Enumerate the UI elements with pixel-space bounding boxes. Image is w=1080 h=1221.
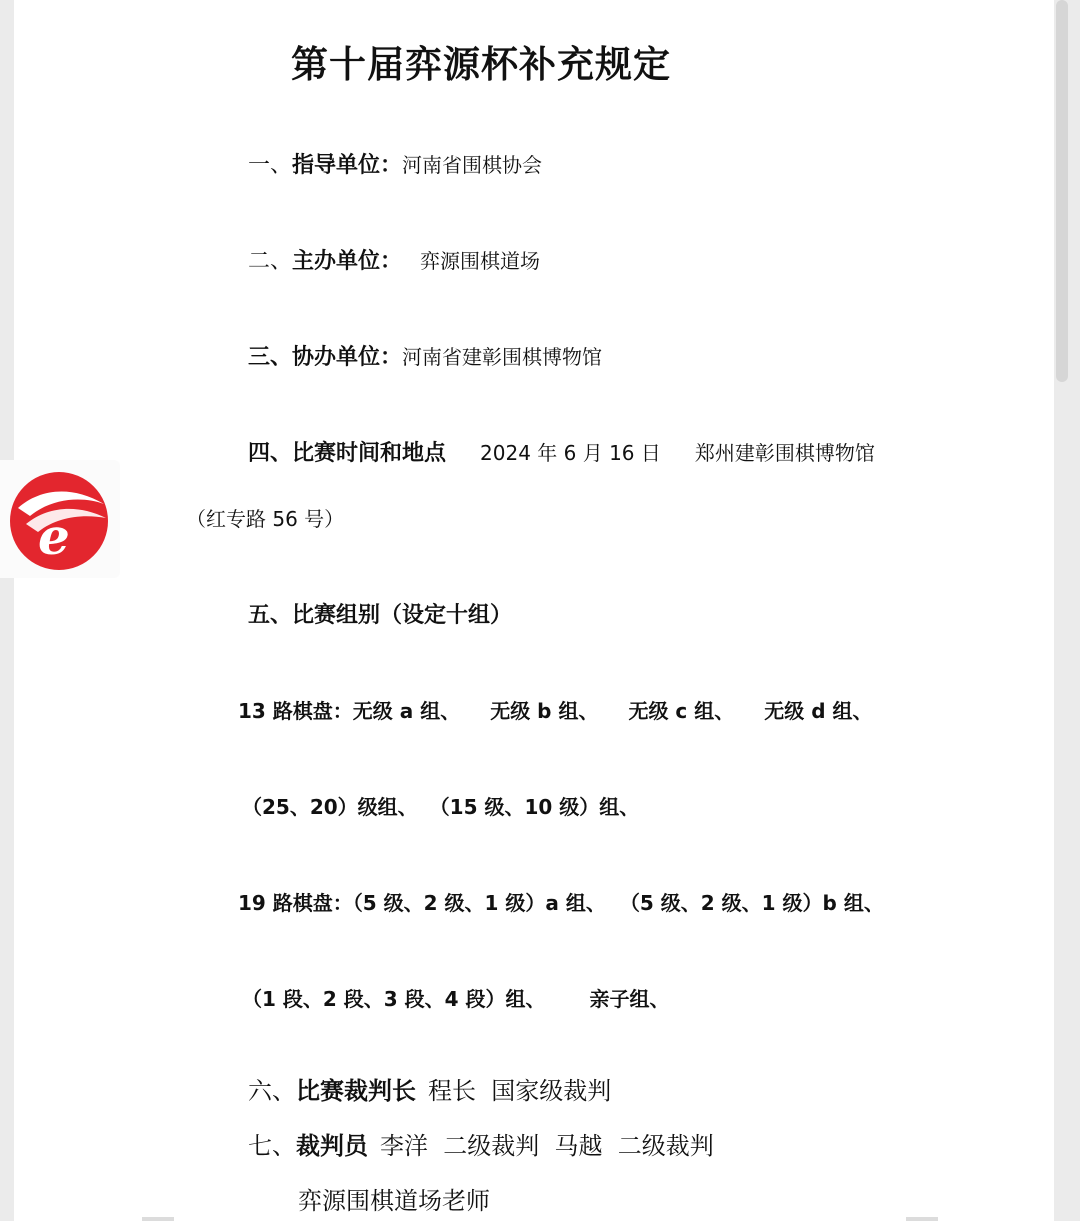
section-number: 二、: [248, 249, 293, 274]
section-number: 六、: [248, 1077, 296, 1105]
group-item: （25、20）级组、: [242, 795, 418, 819]
group-item: （5 级、2 级、1 级）b 组、: [619, 891, 884, 915]
section-guidance-unit: [248, 148, 542, 179]
referee-extra-line: 弈源围棋道场老师: [298, 1187, 490, 1215]
event-date: 2024 年 6 月 16 日: [480, 441, 661, 465]
e-logo-icon[interactable]: [8, 470, 110, 572]
section-label: 指导单位：: [292, 153, 403, 178]
section-referees: [248, 1126, 714, 1161]
section-label: 三、协办单位：: [248, 345, 403, 370]
badge-letter: e: [38, 507, 70, 566]
document-title: 第十届弈源杯补充规定: [291, 43, 671, 86]
page-corner-right: [906, 1217, 938, 1221]
group-item: 无级 c 组、: [628, 699, 735, 723]
board-13-label: 13 路棋盘：: [238, 699, 353, 723]
group-item: 无级 b 组、: [490, 699, 599, 723]
vertical-scrollbar[interactable]: [1056, 0, 1068, 382]
section-value: 河南省围棋协会: [402, 153, 543, 177]
section-value: 程长 国家级裁判: [428, 1077, 612, 1105]
section-groups-heading: 五、比赛组别（设定十组）: [248, 603, 513, 628]
section-co-organizer: [248, 340, 602, 371]
section-value: 李洋 二级裁判 马越 二级裁判: [380, 1132, 714, 1160]
section-organizer: [248, 244, 540, 275]
section-value: 河南省建彰围棋博物馆: [402, 345, 603, 369]
section-time-venue: [248, 436, 875, 467]
page-corner-left: [142, 1217, 174, 1221]
board-13-row1: [238, 695, 873, 724]
board-19-label: 19 路棋盘：: [238, 891, 353, 915]
group-item: 亲子组、: [589, 987, 670, 1011]
section-value: 弈源围棋道场: [420, 249, 541, 273]
group-item: 无级 a 组、: [352, 699, 461, 723]
group-item: （5 级、2 级、1 级）a 组、: [352, 891, 606, 915]
board-19-row2: [242, 983, 670, 1012]
event-venue: 郑州建彰围棋博物馆: [694, 441, 875, 465]
document-page: [14, 0, 1054, 1221]
section-number: 一、: [248, 153, 293, 178]
section-label: 四、比赛时间和地点: [248, 441, 447, 466]
section-number: 七、: [248, 1132, 296, 1160]
section-label: 裁判员: [296, 1132, 368, 1160]
section-chief-referee: [248, 1071, 611, 1106]
board-13-row2: [242, 791, 639, 820]
section-label: 比赛裁判长: [296, 1077, 416, 1105]
board-19-row1: [238, 887, 884, 916]
group-item: 无级 d 组、: [764, 699, 873, 723]
section-label: 主办单位：: [292, 249, 403, 274]
group-item: （1 段、2 段、3 段、4 段）组、: [242, 987, 546, 1011]
event-address: （红专路 56 号）: [186, 507, 345, 531]
group-item: （15 级、10 级）组、: [429, 795, 640, 819]
